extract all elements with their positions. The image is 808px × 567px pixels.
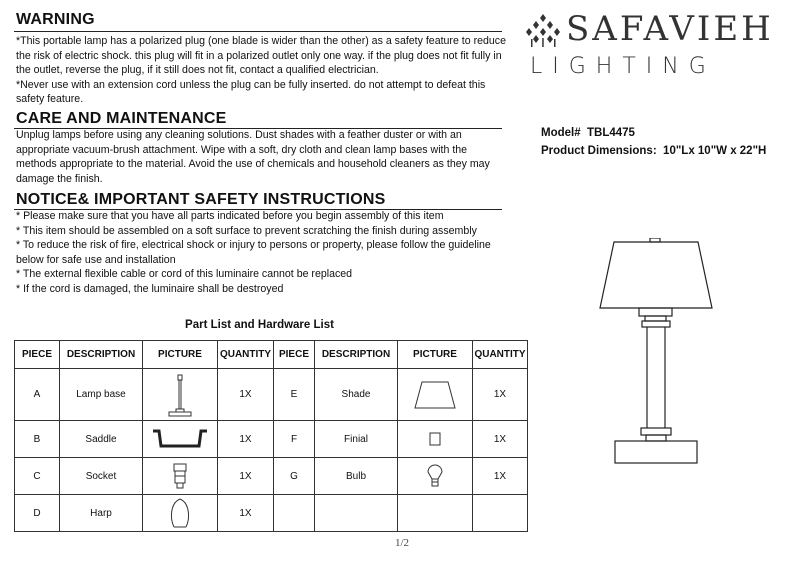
brand-name: SAFAVIEH bbox=[566, 9, 774, 49]
table-header-row bbox=[15, 341, 528, 369]
warning-line: safety feature. bbox=[16, 93, 84, 106]
piece-cell: D bbox=[15, 495, 60, 532]
model-label: Model# bbox=[541, 127, 581, 139]
picture-cell bbox=[143, 458, 218, 495]
picture-cell bbox=[398, 458, 473, 495]
parts-title: Part List and Hardware List bbox=[185, 319, 334, 331]
description-cell: Finial bbox=[315, 421, 398, 458]
logo-mark-icon bbox=[526, 14, 562, 48]
saddle-icon bbox=[149, 428, 211, 450]
dims-label: Product Dimensions: bbox=[541, 145, 657, 157]
piece-cell: C bbox=[15, 458, 60, 495]
warning-title: WARNING bbox=[16, 11, 95, 28]
model-value: TBL4475 bbox=[587, 127, 635, 139]
quantity-cell bbox=[473, 495, 528, 532]
table-row bbox=[15, 458, 528, 495]
model-line bbox=[541, 127, 635, 139]
lamp-illustration bbox=[590, 238, 722, 468]
picture-cell bbox=[143, 495, 218, 532]
care-line: methods appropriate to the material. Avoid the use of chemicals and household cleaners as they may bbox=[16, 158, 490, 171]
col-header: DESCRIPTION bbox=[60, 341, 143, 369]
description-cell: Lamp base bbox=[60, 369, 143, 421]
notice-line: below for safe use and installation bbox=[16, 253, 176, 266]
dims-value: 10"Lx 10"W x 22"H bbox=[663, 145, 767, 157]
piece-cell bbox=[274, 495, 315, 532]
description-cell: Harp bbox=[60, 495, 143, 532]
bulb-icon bbox=[425, 462, 445, 490]
quantity-cell: 1X bbox=[218, 369, 274, 421]
warning-line: *Never use with an extension cord unless the plug can be fully inserted. do not attempt to defeat this bbox=[16, 78, 486, 91]
col-header: QUANTITY bbox=[218, 341, 274, 369]
notice-line: * To reduce the risk of fire, electrical shock or injury to persons or property, please follow the guideline bbox=[16, 239, 491, 252]
warning-line: *This portable lamp has a polarized plug (one blade is wider than the other) as a safety feature to reduce bbox=[16, 35, 506, 47]
description-cell: Saddle bbox=[60, 421, 143, 458]
piece-cell: A bbox=[15, 369, 60, 421]
description-cell: Bulb bbox=[315, 458, 398, 495]
care-text bbox=[16, 128, 502, 186]
table-row bbox=[15, 421, 528, 458]
notice-title: NOTICE& IMPORTANT SAFETY INSTRUCTIONS bbox=[16, 191, 386, 208]
picture-cell bbox=[398, 495, 473, 532]
col-header: PICTURE bbox=[143, 341, 218, 369]
notice-line: * The external flexible cable or cord of this luminaire cannot be replaced bbox=[16, 268, 353, 281]
col-header: PIECE bbox=[15, 341, 60, 369]
notice-text bbox=[16, 209, 502, 297]
col-header: QUANTITY bbox=[473, 341, 528, 369]
col-header: PICTURE bbox=[398, 341, 473, 369]
notice-line: * If the cord is damaged, the luminaire shall be destroyed bbox=[16, 282, 284, 295]
care-line: appropriate vacuum-brush attachment. Wipe with a soft, dry cloth and clean lamp bases with the bbox=[16, 143, 468, 156]
quantity-cell: 1X bbox=[218, 458, 274, 495]
quantity-cell: 1X bbox=[473, 369, 528, 421]
quantity-cell: 1X bbox=[218, 495, 274, 532]
warning-text bbox=[16, 34, 506, 107]
warning-rule bbox=[14, 31, 502, 32]
piece-cell: G bbox=[274, 458, 315, 495]
table-row bbox=[15, 495, 528, 532]
description-cell: Shade bbox=[315, 369, 398, 421]
piece-cell: E bbox=[274, 369, 315, 421]
picture-cell bbox=[398, 369, 473, 421]
care-line: damage the finish. bbox=[16, 172, 103, 185]
warning-line: the risk of electric shock. this plug will fit in a polarized outlet only one way. if the plug does not fit fully in bbox=[16, 49, 502, 62]
piece-cell: F bbox=[274, 421, 315, 458]
description-cell bbox=[315, 495, 398, 532]
care-title: CARE AND MAINTENANCE bbox=[16, 110, 227, 127]
notice-line: * This item should be assembled on a soft surface to prevent scratching the finish during assembly bbox=[16, 224, 477, 237]
piece-cell: B bbox=[15, 421, 60, 458]
harp-icon bbox=[166, 497, 194, 529]
warning-line: the outlet, reverse the plug, if it still does not fit, contact a qualified electrician. bbox=[16, 64, 379, 77]
quantity-cell: 1X bbox=[218, 421, 274, 458]
description-cell: Socket bbox=[60, 458, 143, 495]
quantity-cell: 1X bbox=[473, 421, 528, 458]
table-row bbox=[15, 369, 528, 421]
col-header: DESCRIPTION bbox=[315, 341, 398, 369]
finial-icon bbox=[428, 431, 442, 447]
picture-cell bbox=[398, 421, 473, 458]
notice-line: * Please make sure that you have all parts indicated before you begin assembly of this item bbox=[16, 210, 444, 222]
parts-table bbox=[14, 340, 528, 532]
socket-icon bbox=[172, 462, 188, 490]
quantity-cell: 1X bbox=[473, 458, 528, 495]
brand-sub: LIGHTING bbox=[530, 54, 716, 79]
dims-line bbox=[541, 145, 766, 157]
care-line: Unplug lamps before using any cleaning solutions. Dust shades with a feather duster or with an bbox=[16, 129, 462, 141]
lamp-base-icon bbox=[165, 373, 195, 417]
shade-icon bbox=[413, 380, 457, 410]
page-number: 1/2 bbox=[395, 537, 410, 549]
picture-cell bbox=[143, 421, 218, 458]
col-header: PIECE bbox=[274, 341, 315, 369]
picture-cell bbox=[143, 369, 218, 421]
